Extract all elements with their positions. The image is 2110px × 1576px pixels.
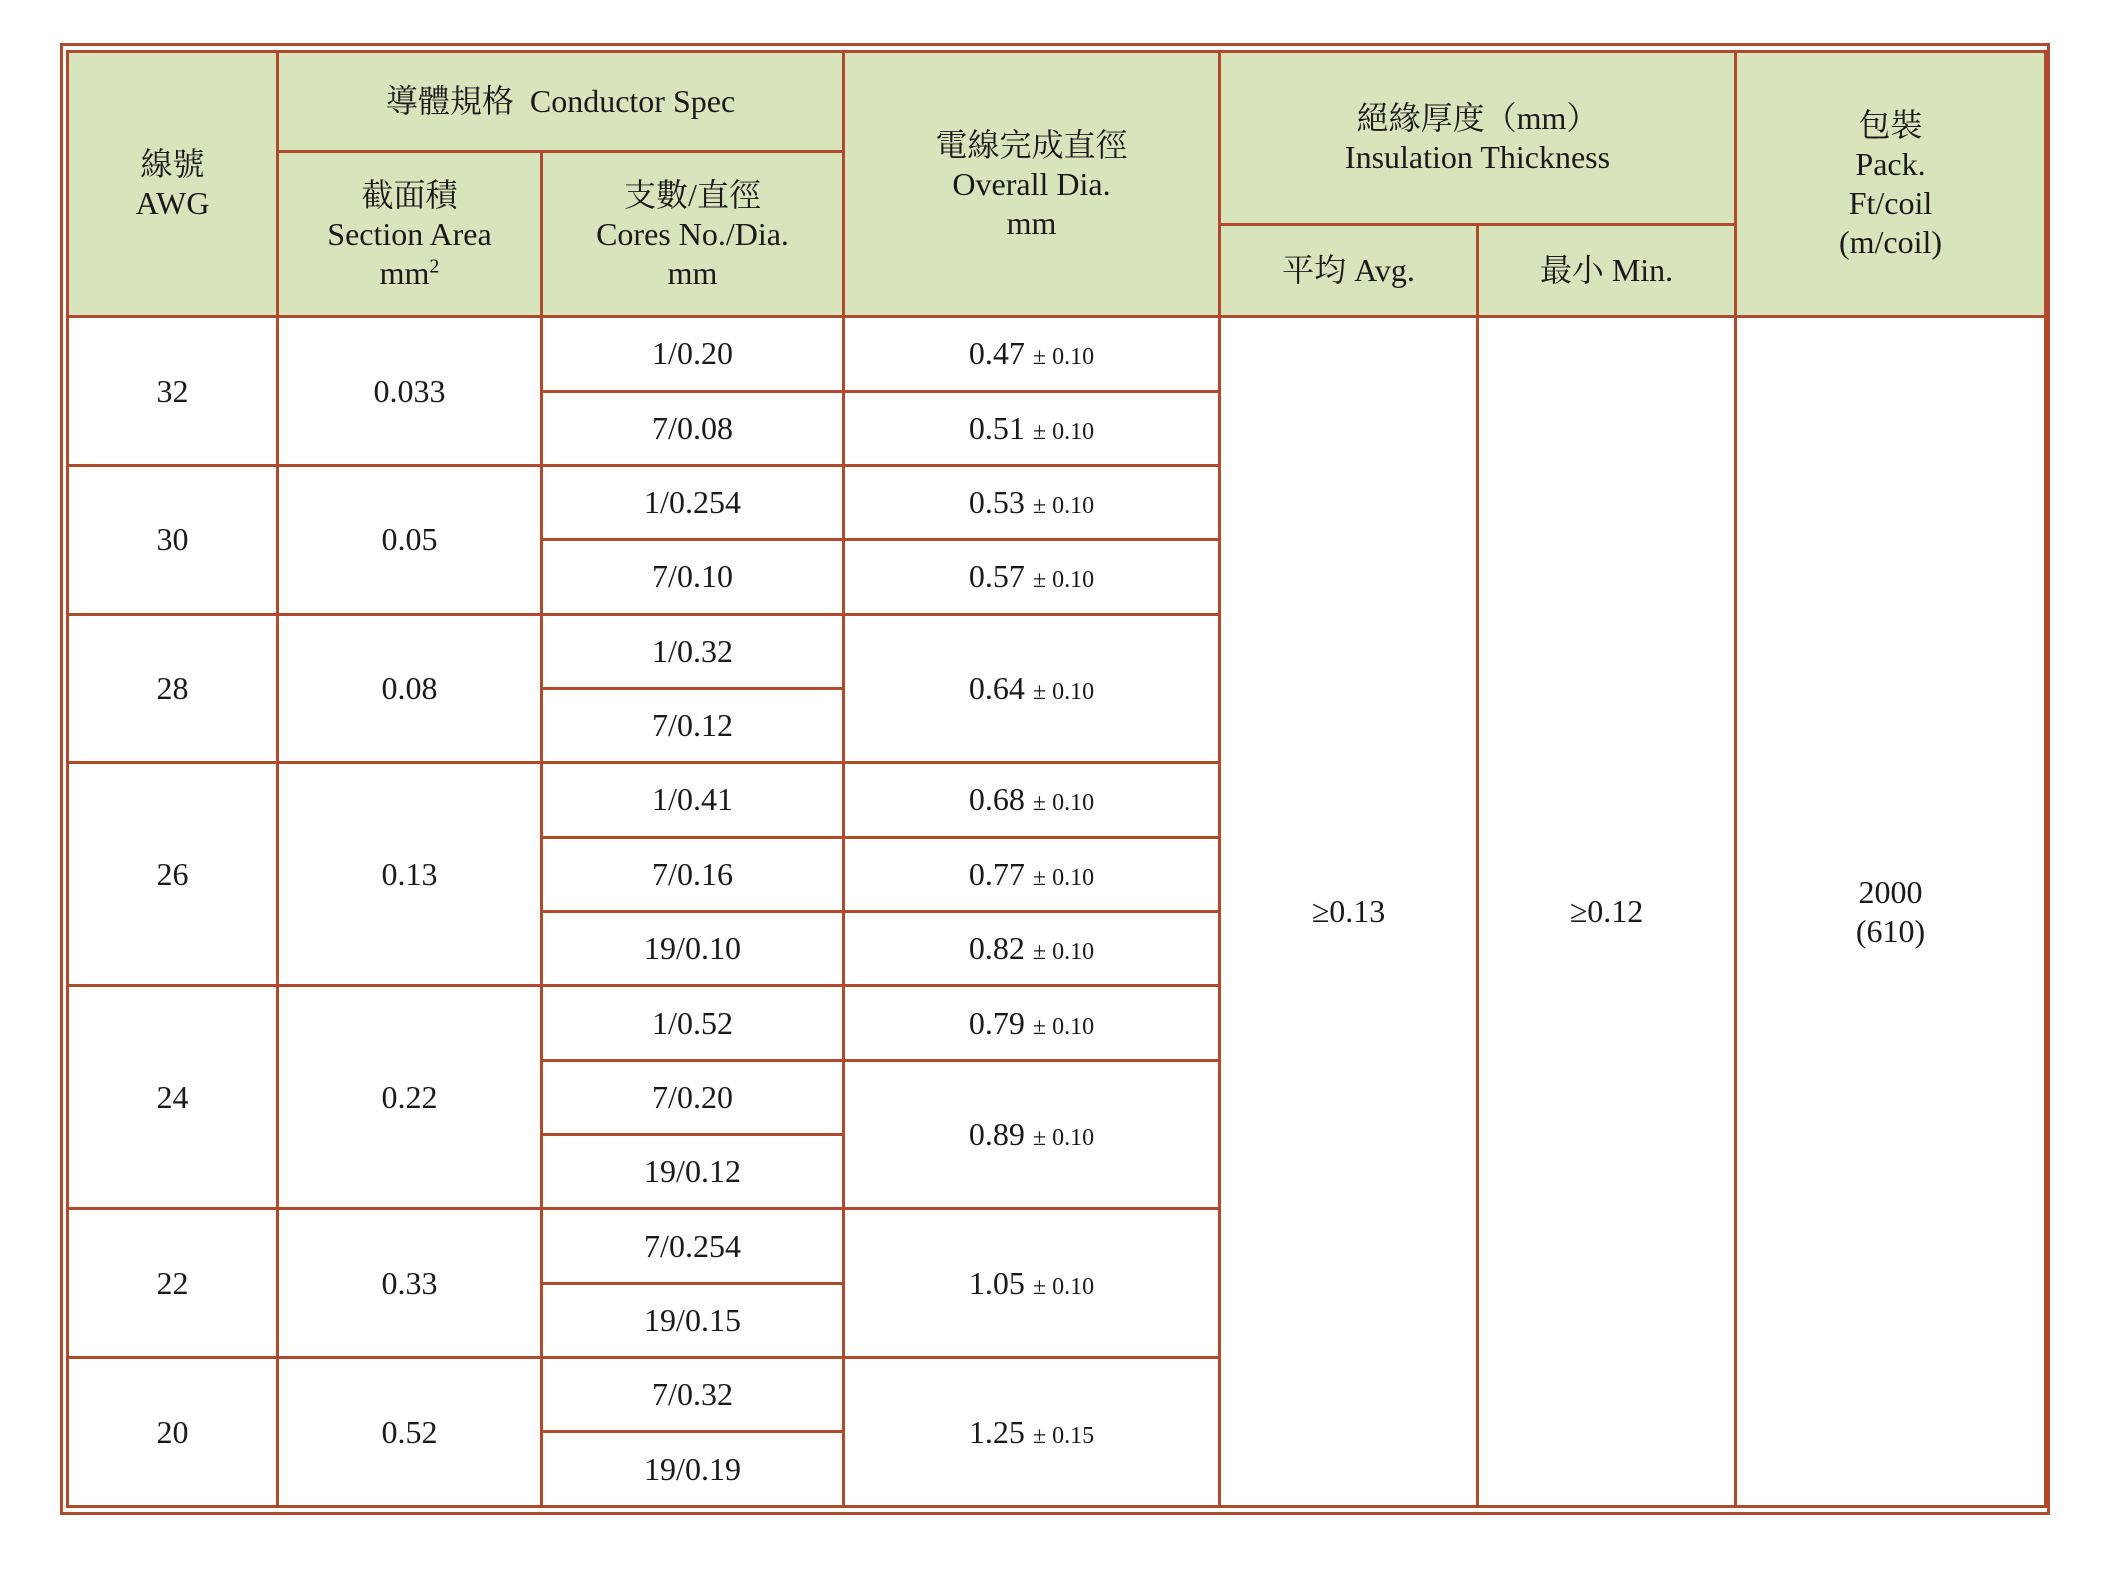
- pack-ft-value: 2000: [1858, 873, 1923, 910]
- overall-dia-cell: [844, 1209, 1220, 1358]
- overall-dia-cell: [844, 1060, 1220, 1209]
- overall-dia-cell: [844, 1358, 1220, 1507]
- section-area-header-unit: [279, 254, 540, 293]
- awg-cell: 26: [68, 763, 278, 986]
- pack-header-en: Pack.: [1855, 146, 1926, 183]
- dia-tolerance: ± 0.10: [1032, 493, 1095, 520]
- dia-value: 0.79: [968, 1004, 1025, 1041]
- overall-dia-header-en: Overall Dia.: [952, 165, 1111, 202]
- dia-value: 0.64: [968, 669, 1025, 706]
- dia-tolerance: ± 0.10: [1032, 939, 1095, 966]
- awg-cell: 24: [68, 986, 278, 1209]
- section-area-cell: 0.033: [278, 317, 542, 466]
- cores-cell: 1/0.41: [542, 763, 844, 837]
- conductor-spec-header: 導體規格 Conductor Spec: [278, 52, 844, 152]
- dia-value: 1.25: [968, 1413, 1025, 1450]
- insulation-avg-header: 平均 Avg.: [1220, 224, 1478, 316]
- overall-dia-cell: [844, 540, 1220, 614]
- dia-value: 0.77: [968, 855, 1025, 892]
- dia-tolerance: ± 0.10: [1032, 678, 1095, 705]
- awg-header-en: AWG: [135, 185, 210, 222]
- section-area-cell: 0.22: [278, 986, 542, 1209]
- dia-value: 0.57: [968, 558, 1025, 595]
- awg-cell: 30: [68, 465, 278, 614]
- section-area-unit: mm: [379, 254, 430, 291]
- awg-cell: 22: [68, 1209, 278, 1358]
- cores-header-unit: mm: [667, 254, 718, 291]
- pack-header-unit: Ft/coil: [1848, 185, 1933, 222]
- pack-header: [1736, 52, 2046, 317]
- wire-spec-table: [66, 50, 2047, 1508]
- overall-dia-header-zh: 電線完成直徑: [935, 126, 1128, 163]
- cores-cell: 7/0.10: [542, 540, 844, 614]
- overall-dia-cell: [844, 317, 1220, 391]
- section-area-unit-sup: 2: [429, 255, 440, 278]
- overall-dia-cell: [844, 391, 1220, 465]
- overall-dia-cell: [844, 614, 1220, 763]
- insulation-thickness-header: [1220, 52, 1736, 225]
- awg-header: [68, 52, 278, 317]
- insulation-avg-cell: ≥0.13: [1220, 317, 1478, 1507]
- dia-tolerance: ± 0.10: [1032, 418, 1095, 445]
- dia-value: 0.82: [968, 930, 1025, 967]
- dia-value: 0.68: [968, 781, 1025, 818]
- awg-cell: 32: [68, 317, 278, 466]
- awg-cell: 20: [68, 1358, 278, 1507]
- section-area-cell: 0.08: [278, 614, 542, 763]
- cores-cell: 1/0.32: [542, 614, 844, 688]
- awg-cell: 28: [68, 614, 278, 763]
- dia-tolerance: ± 0.10: [1032, 344, 1095, 371]
- overall-dia-cell: [844, 986, 1220, 1060]
- cores-cell: 19/0.12: [542, 1135, 844, 1209]
- pack-m-value: (610): [1855, 912, 1926, 949]
- dia-value: 0.51: [968, 409, 1025, 446]
- cores-cell: 19/0.19: [542, 1432, 844, 1507]
- dia-tolerance: ± 0.10: [1032, 864, 1095, 891]
- overall-dia-header: [844, 52, 1220, 317]
- cores-cell: 7/0.32: [542, 1358, 844, 1432]
- overall-dia-cell: [844, 837, 1220, 911]
- section-area-cell: 0.13: [278, 763, 542, 986]
- cores-cell: 19/0.10: [542, 912, 844, 986]
- dia-value: 0.89: [968, 1116, 1025, 1153]
- dia-tolerance: ± 0.10: [1032, 1273, 1095, 1300]
- cores-cell: 1/0.52: [542, 986, 844, 1060]
- cores-cell: 1/0.20: [542, 317, 844, 391]
- cores-header-en: Cores No./Dia.: [596, 215, 789, 252]
- insulation-min-cell: ≥0.12: [1478, 317, 1736, 1507]
- dia-tolerance: ± 0.15: [1032, 1422, 1095, 1449]
- insulation-header-zh: 絕緣厚度（mm）: [1356, 99, 1599, 136]
- overall-dia-cell: [844, 465, 1220, 539]
- cores-cell: 7/0.16: [542, 837, 844, 911]
- dia-tolerance: ± 0.10: [1032, 790, 1095, 817]
- table-row: [68, 317, 2046, 391]
- cores-cell: 7/0.20: [542, 1060, 844, 1134]
- cores-cell: 7/0.12: [542, 688, 844, 762]
- overall-dia-header-unit: mm: [1006, 204, 1057, 241]
- dia-value: 0.53: [968, 484, 1025, 521]
- section-area-cell: 0.05: [278, 465, 542, 614]
- pack-cell: [1736, 317, 2046, 1507]
- section-area-header: [278, 152, 542, 317]
- cores-cell: 1/0.254: [542, 465, 844, 539]
- overall-dia-cell: [844, 763, 1220, 837]
- section-area-cell: 0.52: [278, 1358, 542, 1507]
- dia-value: 1.05: [968, 1264, 1025, 1301]
- insulation-header-en: Insulation Thickness: [1344, 138, 1611, 175]
- dia-value: 0.47: [968, 335, 1025, 372]
- section-area-header-zh: 截面積: [361, 176, 458, 213]
- cores-cell: 19/0.15: [542, 1283, 844, 1357]
- pack-header-unit-m: (m/coil): [1838, 224, 1943, 261]
- cores-header: [542, 152, 844, 317]
- dia-tolerance: ± 0.10: [1032, 1013, 1095, 1040]
- section-area-header-en: Section Area: [327, 215, 492, 252]
- insulation-min-header: 最小 Min.: [1478, 224, 1736, 316]
- pack-header-zh: 包裝: [1858, 107, 1923, 144]
- dia-tolerance: ± 0.10: [1032, 1125, 1095, 1152]
- awg-header-zh: 線號: [140, 146, 205, 183]
- section-area-cell: 0.33: [278, 1209, 542, 1358]
- cores-cell: 7/0.254: [542, 1209, 844, 1283]
- dia-tolerance: ± 0.10: [1032, 567, 1095, 594]
- overall-dia-cell: [844, 912, 1220, 986]
- cores-header-zh: 支數/直徑: [624, 176, 761, 213]
- cores-cell: 7/0.08: [542, 391, 844, 465]
